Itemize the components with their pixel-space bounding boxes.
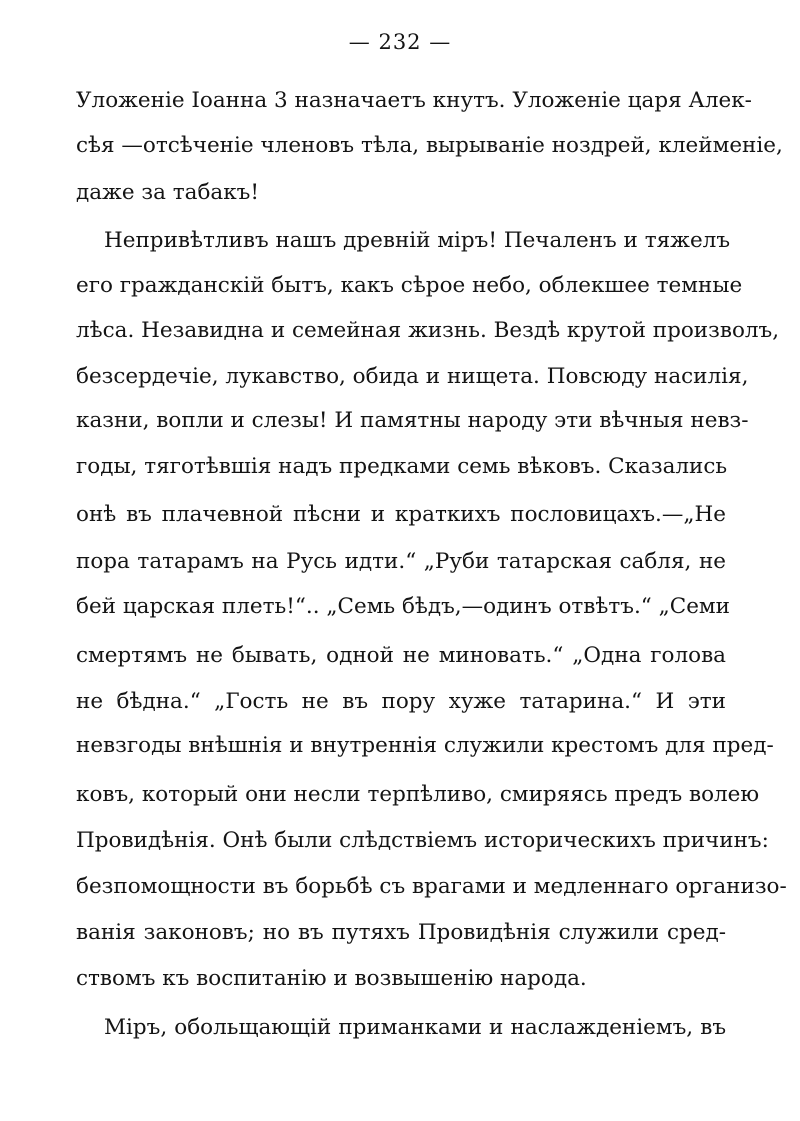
text-line: сѣя —отсѣченіе членовъ тѣла, вырываніе ноздрей, клейменіе,: [76, 133, 783, 158]
text-line: Провидѣнія. Онѣ были слѣдствіемъ историческихъ причинъ:: [76, 828, 769, 853]
text-line: невзгоды внѣшнія и внутреннія служили крестомъ для пред-: [76, 733, 774, 758]
text-line: Міръ, обольщающій приманками и наслажденіемъ, въ: [104, 1015, 726, 1040]
text-line: безсердечіе, лукавство, обида и нищета. Повсюду насилія,: [76, 364, 749, 389]
text-line: ствомъ къ воспитанію и возвышенію народа.: [76, 966, 587, 991]
text-line: лѣса. Незавидна и семейная жизнь. Вездѣ крутой произволъ,: [76, 318, 780, 343]
text-line: смертямъ не бывать, одной не миновать.“ „Одна голова: [76, 643, 726, 668]
text-line: годы, тяготѣвшія надъ предками семь вѣковъ. Сказались: [76, 454, 728, 479]
text-line: не бѣдна.“ „Гость не въ пору хуже татарина.“ И эти: [76, 689, 726, 714]
text-line: Уложеніе Іоанна 3 назначаетъ кнутъ. Уложеніе царя Алек-: [76, 88, 752, 113]
page-number: — 232 —: [348, 30, 452, 54]
text-line: ванія законовъ; но въ путяхъ Провидѣнія служили сред-: [76, 920, 726, 945]
text-line: даже за табакъ!: [76, 180, 260, 205]
text-line: безпомощности въ борьбѣ съ врагами и медленнаго организо-: [76, 874, 787, 899]
text-line: бей царская плеть!“.. „Семь бѣдъ,—одинъ отвѣтъ.“ „Семи: [76, 594, 730, 619]
text-line: ковъ, который они несли терпѣливо, смиряясь предъ волею: [76, 782, 760, 807]
text-line: пора татарамъ на Русь идти.“ „Руби татарская сабля, не: [76, 549, 726, 574]
text-line: онѣ въ плачевной пѣсни и краткихъ пословицахъ.—„Не: [76, 502, 726, 527]
text-line: Непривѣтливъ нашъ древній міръ! Печаленъ и тяжелъ: [104, 228, 731, 253]
text-line: казни, вопли и слезы! И памятны народу эти вѣчныя невз-: [76, 408, 749, 433]
text-line: его гражданскій бытъ, какъ сѣрое небо, облекшее темные: [76, 273, 743, 298]
